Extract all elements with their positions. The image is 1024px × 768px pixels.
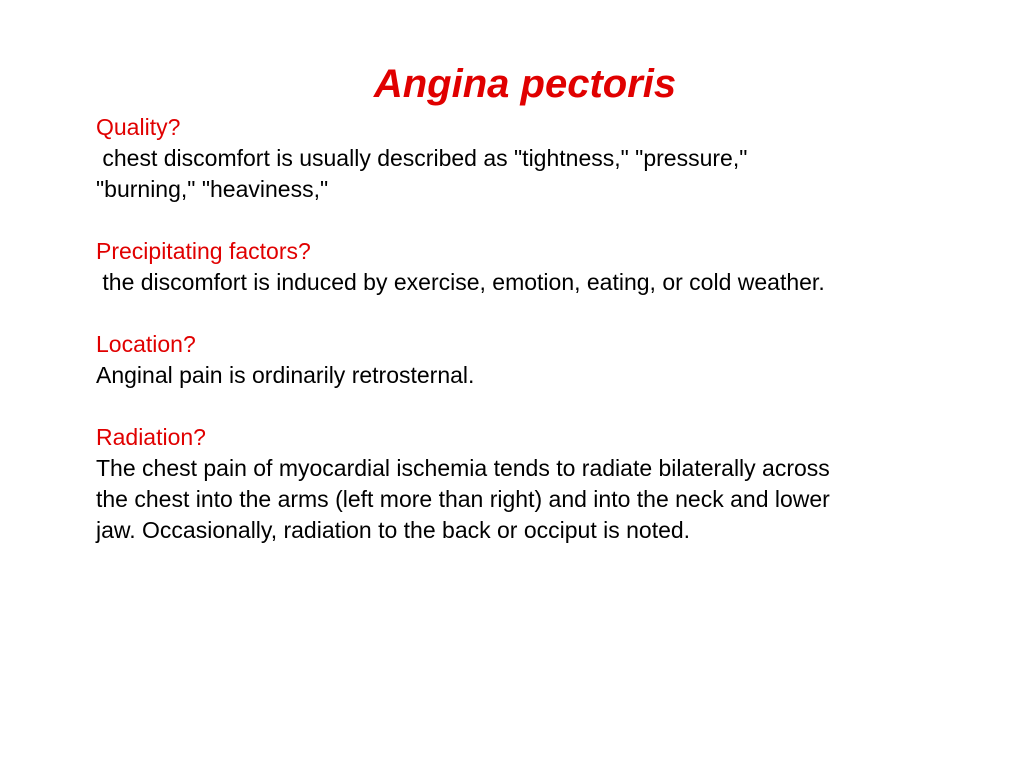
- section-location: [96, 329, 936, 391]
- spacer: [96, 391, 936, 422]
- section-heading: Location?: [96, 331, 196, 357]
- section-heading: Quality?: [96, 114, 181, 140]
- body-line: Anginal pain is ordinarily retrosternal.: [96, 362, 475, 388]
- body-line: chest discomfort is usually described as "tightness," "pressure,": [96, 145, 748, 171]
- section-heading: Radiation?: [96, 424, 206, 450]
- body-line: "burning," "heaviness,": [96, 176, 329, 202]
- slide-title: Angina pectoris: [373, 62, 677, 106]
- section-precipitating-factors: [96, 236, 936, 298]
- body-line: the discomfort is induced by exercise, emotion, eating, or cold weather.: [96, 269, 825, 295]
- section-radiation: [96, 422, 936, 546]
- section-heading: Precipitating factors?: [96, 238, 311, 264]
- spacer: [96, 205, 936, 236]
- body-line: The chest pain of myocardial ischemia tends to radiate bilaterally across: [96, 455, 830, 481]
- body-line: the chest into the arms (left more than right) and into the neck and lower: [96, 486, 830, 512]
- section-quality: [96, 112, 936, 205]
- body-line: jaw. Occasionally, radiation to the back or occiput is noted.: [96, 517, 691, 543]
- slide-content: [96, 112, 936, 546]
- spacer: [96, 298, 936, 329]
